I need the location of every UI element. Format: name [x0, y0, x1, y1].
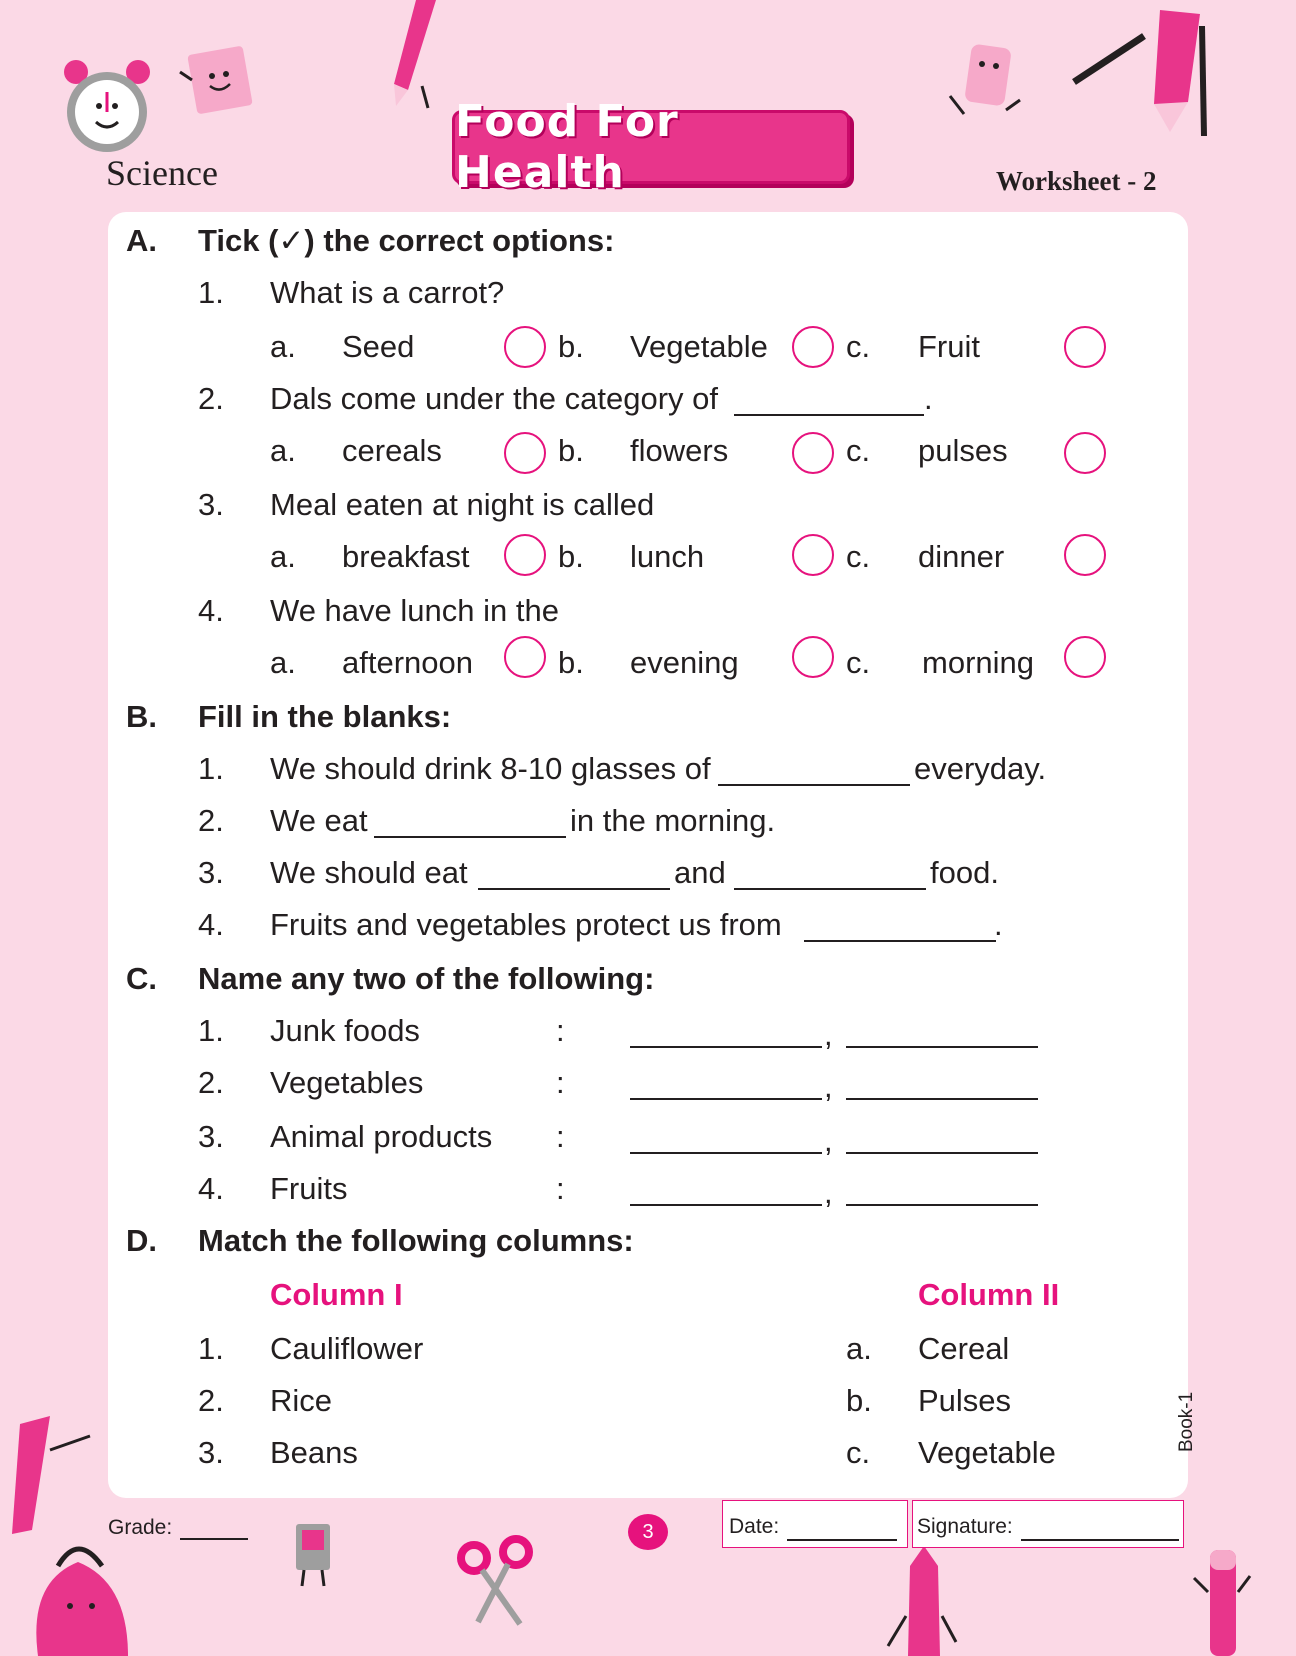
- sentence-part: everyday.: [914, 751, 1047, 786]
- match-left-item: Rice: [270, 1383, 333, 1418]
- option-text: afternoon: [342, 645, 473, 680]
- option-text: Fruit: [918, 329, 980, 364]
- option-text: Seed: [342, 329, 415, 364]
- section-a-heading: [198, 222, 614, 260]
- subject-label: Science: [106, 153, 218, 193]
- question-text: What is a carrot?: [270, 275, 505, 310]
- pen-character-icon: [1192, 1542, 1252, 1656]
- item-label: Fruits: [270, 1171, 348, 1206]
- comma: ,: [824, 1069, 833, 1104]
- date-label: Date:: [729, 1515, 780, 1538]
- item-number: 3.: [198, 855, 224, 890]
- option-letter: a.: [270, 539, 296, 574]
- answer-blank[interactable]: [846, 1204, 1038, 1206]
- alarm-clock-icon: [52, 42, 152, 152]
- item-number: 4.: [198, 1171, 224, 1206]
- answer-blank[interactable]: [846, 1098, 1038, 1100]
- sentence-part: We should eat: [270, 855, 468, 890]
- answer-blank[interactable]: [630, 1152, 822, 1154]
- row-number: 3.: [198, 1435, 224, 1470]
- question-text: We have lunch in the: [270, 593, 559, 628]
- title-banner: [452, 96, 850, 198]
- item-label: Junk foods: [270, 1013, 420, 1048]
- match-left-item: Beans: [270, 1435, 358, 1470]
- sentence-part: and: [674, 855, 726, 890]
- section-c-heading: Name any two of the following:: [198, 961, 655, 996]
- option-checkbox[interactable]: [792, 534, 834, 576]
- option-letter: c.: [846, 645, 871, 680]
- answer-blank[interactable]: [374, 836, 566, 838]
- row-letter: c.: [846, 1435, 871, 1470]
- question-text: Dals come under the category of: [270, 381, 719, 416]
- option-text: morning: [922, 645, 1034, 680]
- answer-blank[interactable]: [478, 888, 670, 890]
- option-letter: b.: [558, 539, 584, 574]
- option-letter: c.: [846, 329, 871, 364]
- sentence-part: We should drink 8-10 glasses of: [270, 751, 711, 786]
- sentence-part: .: [994, 907, 1003, 942]
- section-d-letter: D.: [126, 1223, 157, 1258]
- match-right-item: Pulses: [918, 1383, 1012, 1418]
- grade-blank[interactable]: [180, 1538, 248, 1540]
- option-checkbox[interactable]: [792, 326, 834, 368]
- option-checkbox[interactable]: [504, 326, 546, 368]
- tick-icon: ✓: [278, 223, 305, 259]
- question-number: 1.: [198, 275, 224, 310]
- option-letter: a.: [270, 433, 296, 468]
- item-label: Vegetables: [270, 1065, 424, 1100]
- column-two-header: Column II: [918, 1277, 1060, 1312]
- colon: :: [556, 1065, 565, 1100]
- schoolbag-icon: [18, 1522, 148, 1656]
- question-number: 4.: [198, 593, 224, 628]
- option-letter: b.: [558, 645, 584, 680]
- option-text: flowers: [630, 433, 729, 468]
- signature-box[interactable]: [912, 1500, 1184, 1548]
- section-b-letter: B.: [126, 699, 157, 734]
- section-d-heading: Match the following columns:: [198, 1223, 634, 1258]
- section-a-letter: A.: [126, 223, 157, 258]
- option-checkbox[interactable]: [504, 636, 546, 678]
- book-label: Book-1: [1176, 1391, 1197, 1452]
- option-checkbox[interactable]: [504, 432, 546, 474]
- option-text: Vegetable: [630, 329, 768, 364]
- signature-blank: [1021, 1539, 1179, 1541]
- item-number: 1.: [198, 1013, 224, 1048]
- comma: ,: [824, 1175, 833, 1210]
- question-suffix: .: [924, 381, 933, 416]
- item-number: 1.: [198, 751, 224, 786]
- answer-blank[interactable]: [734, 414, 924, 416]
- sharpener-character-icon: [284, 1520, 344, 1590]
- row-letter: a.: [846, 1331, 872, 1366]
- option-letter: a.: [270, 645, 296, 680]
- option-checkbox[interactable]: [1064, 432, 1106, 474]
- comma: ,: [824, 1017, 833, 1052]
- answer-blank[interactable]: [630, 1046, 822, 1048]
- crayon-character-icon: [884, 1546, 964, 1656]
- item-number: 2.: [198, 803, 224, 838]
- match-left-item: Cauliflower: [270, 1331, 424, 1366]
- option-text: dinner: [918, 539, 1005, 574]
- option-letter: a.: [270, 329, 296, 364]
- item-number: 3.: [198, 1119, 224, 1154]
- row-number: 1.: [198, 1331, 224, 1366]
- ruler-character-icon: [6, 1410, 96, 1540]
- option-text: pulses: [918, 433, 1008, 468]
- pencil-character-icon: [386, 0, 446, 110]
- scissors-icon: [456, 1536, 536, 1628]
- answer-blank[interactable]: [630, 1204, 822, 1206]
- section-a-heading-pre: Tick (: [198, 223, 279, 258]
- match-right-item: Vegetable: [918, 1435, 1056, 1470]
- sentence-part: food.: [930, 855, 999, 890]
- colon: :: [556, 1013, 565, 1048]
- item-number: 2.: [198, 1065, 224, 1100]
- option-letter: b.: [558, 433, 584, 468]
- option-checkbox[interactable]: [1064, 326, 1106, 368]
- column-one-header: Column I: [270, 1277, 403, 1312]
- section-c-letter: C.: [126, 961, 157, 996]
- grade-label: Grade:: [108, 1516, 173, 1539]
- sentence-part: We eat: [270, 803, 368, 838]
- answer-blank[interactable]: [718, 784, 910, 786]
- colon: :: [556, 1119, 565, 1154]
- option-text: breakfast: [342, 539, 470, 574]
- answer-blank[interactable]: [846, 1046, 1038, 1048]
- option-checkbox[interactable]: [792, 432, 834, 474]
- option-checkbox[interactable]: [1064, 534, 1106, 576]
- option-text: cereals: [342, 433, 442, 468]
- section-b-heading: Fill in the blanks:: [198, 699, 452, 734]
- sentence-part: in the morning.: [570, 803, 776, 838]
- option-letter: b.: [558, 329, 584, 364]
- page-number: 3: [628, 1514, 668, 1550]
- option-text: evening: [630, 645, 739, 680]
- worksheet-label: Worksheet - 2: [996, 166, 1157, 196]
- answer-blank[interactable]: [734, 888, 926, 890]
- match-right-item: Cereal: [918, 1331, 1010, 1366]
- row-letter: b.: [846, 1383, 872, 1418]
- comma: ,: [824, 1123, 833, 1158]
- date-blank: [787, 1539, 897, 1541]
- row-number: 2.: [198, 1383, 224, 1418]
- notepad-character-icon: [176, 46, 266, 126]
- date-box[interactable]: [722, 1500, 908, 1548]
- option-checkbox[interactable]: [1064, 636, 1106, 678]
- eraser-character-icon: [946, 40, 1026, 120]
- answer-blank[interactable]: [804, 940, 996, 942]
- item-number: 4.: [198, 907, 224, 942]
- option-checkbox[interactable]: [504, 534, 546, 576]
- option-letter: c.: [846, 539, 871, 574]
- page-title: Food For Health: [455, 96, 679, 198]
- signature-label: Signature:: [917, 1515, 1013, 1538]
- option-text: lunch: [630, 539, 705, 574]
- option-letter: c.: [846, 433, 871, 468]
- section-a-heading-post: ) the correct options:: [304, 223, 615, 258]
- question-number: 3.: [198, 487, 224, 522]
- sentence-part: Fruits and vegetables protect us from: [270, 907, 782, 942]
- answer-blank[interactable]: [846, 1152, 1038, 1154]
- pencil-pen-icon: [1070, 6, 1220, 136]
- item-label: Animal products: [270, 1119, 493, 1154]
- colon: :: [556, 1171, 565, 1206]
- answer-blank[interactable]: [630, 1098, 822, 1100]
- question-number: 2.: [198, 381, 224, 416]
- option-checkbox[interactable]: [792, 636, 834, 678]
- question-text: Meal eaten at night is called: [270, 487, 655, 522]
